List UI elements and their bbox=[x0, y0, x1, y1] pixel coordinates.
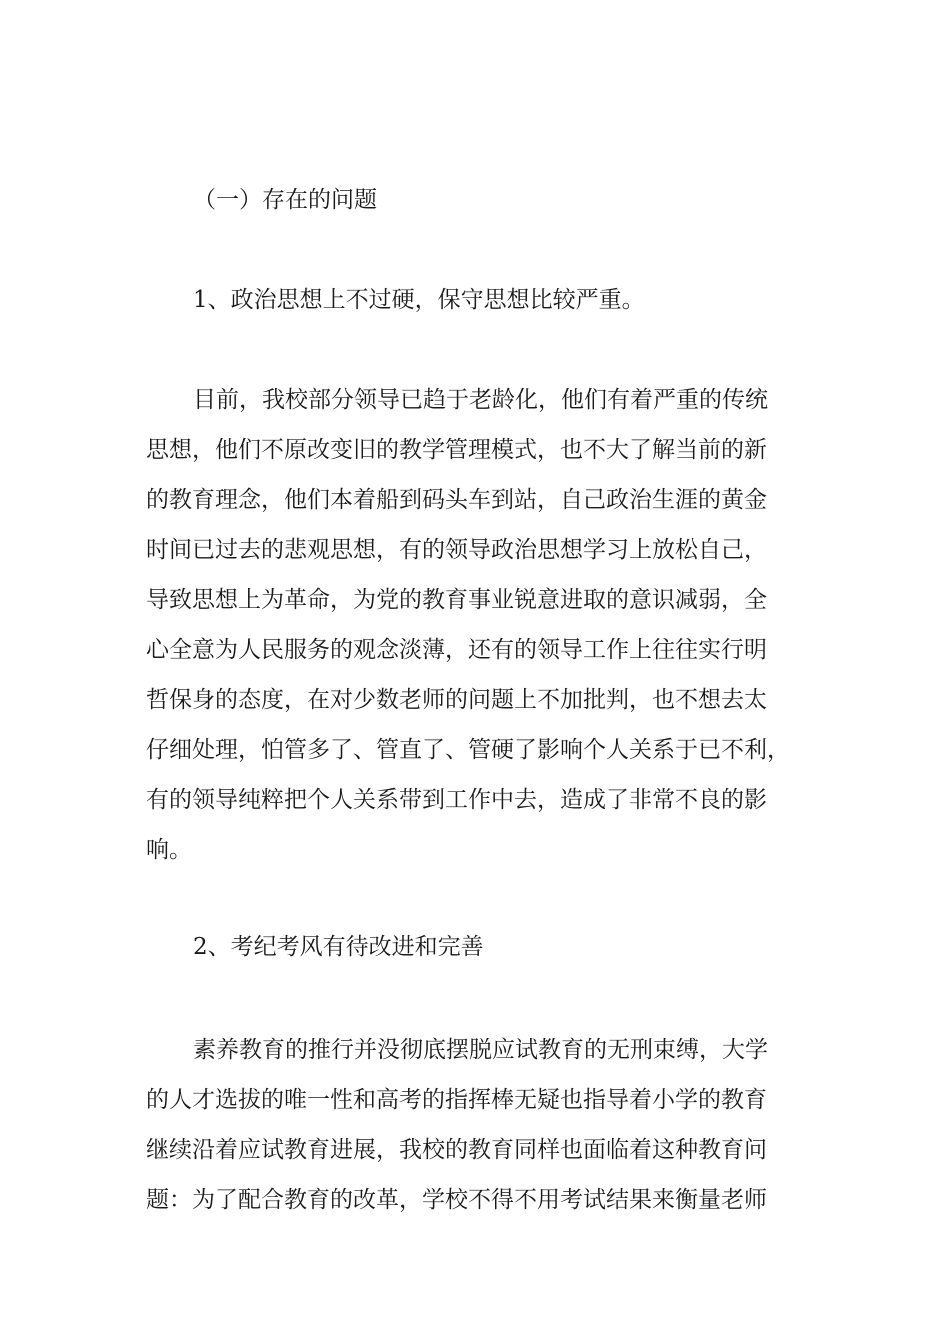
paragraph-line: 响。 bbox=[146, 837, 192, 863]
paragraph-line: 的教育理念，他们本着船到码头车到站，自己政治生涯的黄金 bbox=[146, 487, 767, 513]
item1-heading: 1、政治思想上不过硬，保守思想比较严重。 bbox=[193, 287, 645, 313]
paragraph-line: 仔细处理，怕管多了、管直了、管硬了影响个人关系于已不利， bbox=[146, 737, 790, 763]
paragraph-line: 哲保身的态度，在对少数老师的问题上不加批判，也不想去太 bbox=[146, 687, 767, 713]
paragraph-line: 目前，我校部分领导已趋于老龄化，他们有着严重的传统 bbox=[193, 387, 768, 413]
paragraph-line: 心全意为人民服务的观念淡薄，还有的领导工作上往往实行明 bbox=[146, 637, 767, 663]
item2-heading: 2、考纪考风有待改进和完善 bbox=[193, 934, 484, 960]
paragraph-line: 的人才选拔的唯一性和高考的指挥棒无疑也指导着小学的教育 bbox=[146, 1087, 767, 1113]
paragraph-line: 题：为了配合教育的改革，学校不得不用考试结果来衡量老师 bbox=[146, 1187, 767, 1213]
paragraph-line: 导致思想上为革命，为党的教育事业锐意进取的意识减弱，全 bbox=[146, 587, 767, 613]
item2-paragraph bbox=[146, 1035, 836, 1235]
paragraph-line: 时间已过去的悲观思想，有的领导政治思想学习上放松自己， bbox=[146, 537, 767, 563]
paragraph-line: 有的领导纯粹把个人关系带到工作中去，造成了非常不良的影 bbox=[146, 787, 767, 813]
paragraph-line: 继续沿着应试教育进展，我校的教育同样也面临着这种教育问 bbox=[146, 1137, 767, 1163]
section-heading: （一）存在的问题 bbox=[193, 187, 377, 213]
item1-paragraph bbox=[146, 385, 836, 885]
paragraph-line: 思想，他们不原改变旧的教学管理模式，也不大了解当前的新 bbox=[146, 437, 767, 463]
paragraph-line: 素养教育的推行并没彻底摆脱应试教育的无刑束缚，大学 bbox=[193, 1037, 768, 1063]
